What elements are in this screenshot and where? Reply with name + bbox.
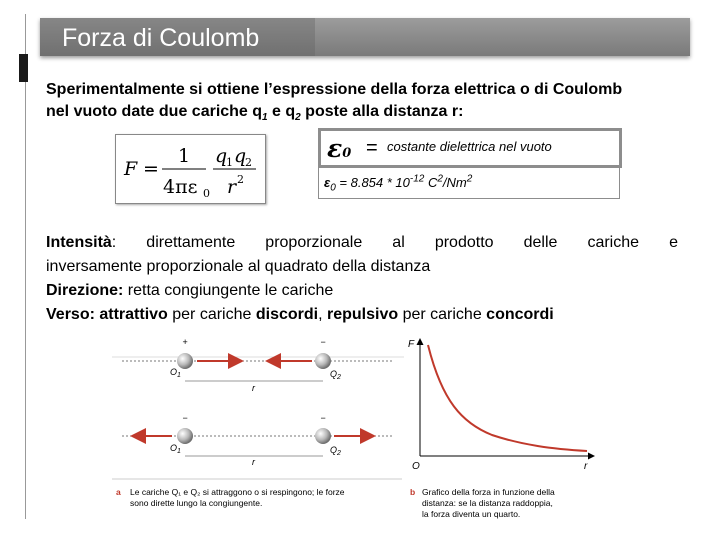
value-unit-nm: /Nm bbox=[442, 175, 467, 190]
sign-minus-2: − bbox=[182, 413, 188, 423]
caption-b-line1: Grafico della forza in funzione della bbox=[422, 487, 555, 497]
axis-r-label: r bbox=[584, 461, 588, 472]
value-eps: ε bbox=[324, 175, 331, 190]
label-q2-row1-letter: Q bbox=[330, 369, 338, 379]
formula-den1: 4πε bbox=[163, 176, 198, 198]
intro-line2-pre: nel vuoto date due cariche q bbox=[46, 103, 263, 120]
intensita-line2: inversamente proporzionale al quadrato della distanza bbox=[46, 258, 431, 275]
value-unit-nm-exp: 2 bbox=[466, 173, 473, 185]
coulomb-figure bbox=[112, 331, 608, 531]
intensita-line1 bbox=[46, 231, 678, 255]
charge-q2-row1 bbox=[315, 353, 331, 369]
axis-F-label: F bbox=[408, 339, 415, 350]
value-exp: -12 bbox=[409, 173, 425, 185]
caption-b-line2: distanza: se la distanza raddoppia, bbox=[422, 498, 553, 508]
verso-concordi: concordi bbox=[486, 306, 554, 323]
label-r-row2: r bbox=[252, 457, 255, 467]
charge-q1-row1 bbox=[177, 353, 193, 369]
formula-r-exp: 2 bbox=[237, 173, 244, 186]
verso-line bbox=[46, 303, 678, 327]
value-unit-c-exp: 2 bbox=[437, 173, 443, 185]
epsilon-symbol bbox=[327, 134, 351, 163]
verso-label: Verso: attrattivo bbox=[46, 306, 168, 323]
label-q2-row2-letter: Q bbox=[330, 445, 338, 455]
charge-q2-row2 bbox=[315, 428, 331, 444]
verso-t1: per cariche bbox=[167, 306, 256, 323]
formula-q2: q bbox=[234, 145, 247, 167]
charge-q1-row2 bbox=[177, 428, 193, 444]
caption-a-letter: a bbox=[116, 487, 121, 497]
intro-mid: e q bbox=[267, 103, 296, 120]
label-q2-row2 bbox=[330, 445, 341, 457]
epsilon-definition-box bbox=[318, 128, 622, 168]
decorative-vertical-line bbox=[25, 14, 26, 519]
formula-q1: q bbox=[215, 145, 228, 167]
epsilon-eq: = bbox=[366, 137, 378, 159]
value-number: = 8.854 * 10 bbox=[335, 175, 410, 190]
title-bar bbox=[40, 18, 690, 56]
verso-t2: , bbox=[318, 306, 327, 323]
caption-b-letter: b bbox=[410, 487, 416, 497]
formula-den1-sub: 0 bbox=[203, 187, 210, 200]
caption-a-line1: Le cariche Q₁ e Q₂ si attraggono o si respingono; le forze bbox=[130, 487, 345, 497]
label-q1-row2 bbox=[170, 443, 181, 455]
sign-minus-1: − bbox=[320, 337, 326, 347]
formula-r: r bbox=[227, 176, 237, 198]
axis-origin-label: O bbox=[412, 461, 420, 472]
formula-eq: = bbox=[143, 158, 159, 180]
direzione-label: Direzione: bbox=[46, 282, 124, 299]
label-q1-row1-sub: 1 bbox=[177, 372, 181, 379]
verso-t3: per cariche bbox=[398, 306, 487, 323]
label-r-row1: r bbox=[252, 383, 255, 393]
formula-svg bbox=[116, 135, 265, 203]
epsilon-value-box bbox=[318, 167, 620, 199]
epsilon-char: ε bbox=[327, 134, 343, 163]
page-title: Forza di Coulomb bbox=[62, 24, 260, 52]
intro-text bbox=[46, 79, 686, 123]
intro-line1: Sperimentalmente si ottiene l’espressione della forza elettrica o di Coulomb bbox=[46, 81, 623, 98]
epsilon-value bbox=[324, 173, 473, 194]
figure-svg bbox=[112, 331, 608, 531]
intro-line2-post: poste alla distanza r: bbox=[300, 103, 464, 120]
formula-F: F bbox=[124, 158, 138, 180]
formula-num1: 1 bbox=[178, 145, 191, 167]
formula-q2-sub: 2 bbox=[245, 156, 252, 169]
sign-plus: + bbox=[182, 337, 188, 347]
epsilon-sub: 0 bbox=[342, 146, 352, 161]
label-q1-row2-letter: O bbox=[170, 443, 178, 453]
force-curve bbox=[428, 345, 587, 451]
verso-repulsivo: repulsivo bbox=[326, 306, 399, 323]
value-unit-c: C bbox=[424, 175, 438, 190]
coulomb-formula bbox=[115, 134, 266, 204]
intensita-label: Intensità bbox=[46, 234, 112, 251]
direzione-text: retta congiungente le cariche bbox=[123, 282, 334, 299]
epsilon-label: costante dielettrica nel vuoto bbox=[387, 139, 552, 154]
label-q1-row1-letter: O bbox=[170, 367, 178, 377]
value-eps-sub: 0 bbox=[330, 182, 336, 194]
sign-minus-3: − bbox=[320, 413, 326, 423]
label-q2-row1-sub: 2 bbox=[337, 374, 341, 381]
intensita-text1: : direttamente proporzionale al prodotto delle cariche e bbox=[111, 234, 678, 251]
q2-sub: 2 bbox=[295, 112, 301, 124]
direzione-line bbox=[46, 279, 678, 303]
formula-q1-sub: 1 bbox=[226, 156, 233, 169]
verso-discordi: discordi bbox=[255, 306, 319, 323]
properties-text bbox=[46, 231, 678, 327]
decorative-block bbox=[19, 54, 28, 82]
caption-b-line3: la forza diventa un quarto. bbox=[422, 509, 521, 519]
label-q2-row2-sub: 2 bbox=[337, 450, 341, 457]
label-q1-row2-sub: 1 bbox=[177, 448, 181, 455]
label-q2-row1 bbox=[330, 369, 341, 381]
q1-sub: 1 bbox=[262, 112, 268, 124]
caption-a-line2: sono dirette lungo la congiungente. bbox=[130, 498, 263, 508]
label-q1-row1 bbox=[170, 367, 181, 379]
